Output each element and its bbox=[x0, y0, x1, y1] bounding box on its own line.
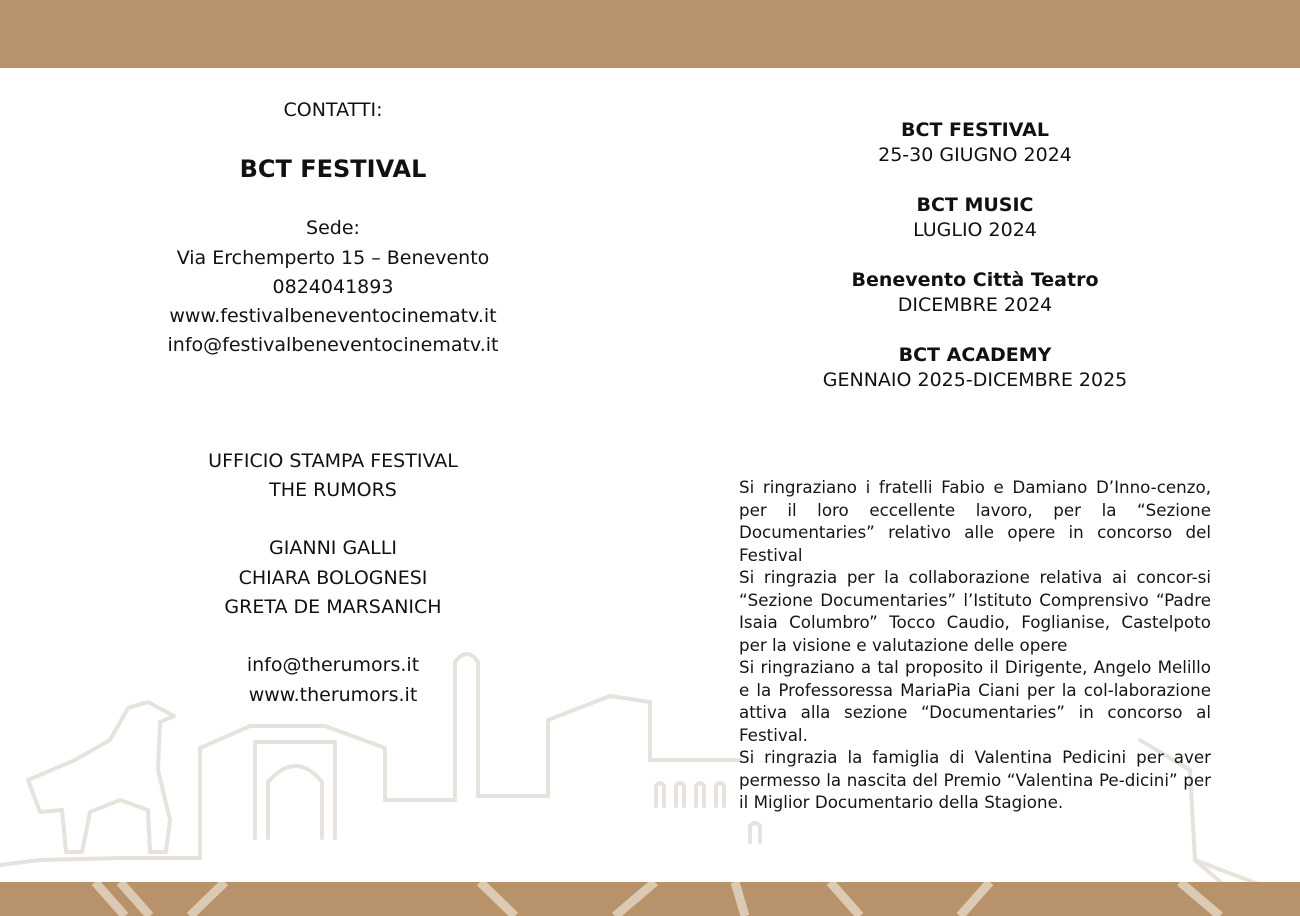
event-date: GENNAIO 2025-DICEMBRE 2025 bbox=[822, 369, 1128, 391]
acknowledgement-paragraph: Si ringraziano a tal proposito il Dirigente, Angelo Melillo e la Professoressa MariaPia Ciani per la col-laborazione attiva alla sezione “Documentaries” in concorso al Festival. bbox=[739, 657, 1211, 745]
event-item bbox=[775, 268, 1175, 318]
event-item bbox=[775, 343, 1175, 393]
press-website-link[interactable]: www.therumors.it bbox=[248, 683, 418, 706]
press-email-link[interactable]: info@therumors.it bbox=[246, 654, 420, 677]
events-column bbox=[775, 118, 1175, 418]
address: Via Erchemperto 15 – Benevento bbox=[176, 246, 490, 269]
event-date: 25-30 GIUGNO 2024 bbox=[878, 144, 1072, 166]
phone-number: 0824041893 bbox=[272, 275, 394, 298]
bottom-decorative-band bbox=[0, 882, 1300, 916]
press-person: GRETA DE MARSANICH bbox=[224, 595, 442, 618]
event-item bbox=[775, 193, 1175, 243]
acknowledgement-paragraph: Si ringrazia la famiglia di Valentina Pedicini per aver permesso la nascita del Premio “Valentina Pe-dicini” per il Miglior Documentario della Stagione. bbox=[739, 747, 1211, 812]
event-name: Benevento Città Teatro bbox=[851, 269, 1099, 291]
sede-label: Sede: bbox=[306, 217, 360, 240]
acknowledgement-paragraph: Si ringrazia per la collaborazione relativa ai concor-si “Sezione Documentaries” l’Istituto Comprensivo “Padre Isaia Columbro” Tocco Caudio, Foglianise, Castelpoto per la visione e valutazione delle opere bbox=[739, 567, 1211, 655]
acknowledgement-paragraph: Si ringraziano i fratelli Fabio e Damiano D’Inno-cenzo, per il loro eccellente lavoro, per la “Sezione Documentaries” relativo alle opere in concorso del Festival bbox=[739, 477, 1211, 565]
press-agency-name: THE RUMORS bbox=[269, 479, 397, 502]
acknowledgements bbox=[739, 476, 1211, 814]
festival-website-link[interactable]: www.festivalbeneventocinematv.it bbox=[169, 305, 497, 328]
event-name: BCT FESTIVAL bbox=[901, 119, 1049, 141]
event-item bbox=[775, 118, 1175, 168]
event-name: BCT MUSIC bbox=[916, 194, 1034, 216]
press-person: CHIARA BOLOGNESI bbox=[238, 566, 428, 589]
press-person: GIANNI GALLI bbox=[269, 537, 397, 560]
contacts-heading: CONTATTI: bbox=[283, 99, 383, 121]
festival-name: BCT FESTIVAL bbox=[239, 155, 427, 184]
festival-email-link[interactable]: info@festivalbeneventocinematv.it bbox=[167, 334, 499, 357]
event-date: LUGLIO 2024 bbox=[913, 219, 1037, 241]
bottom-band-pattern bbox=[0, 882, 1300, 916]
event-name: BCT ACADEMY bbox=[898, 344, 1052, 366]
top-decorative-band bbox=[0, 0, 1300, 68]
event-date: DICEMBRE 2024 bbox=[897, 294, 1053, 316]
contacts-column bbox=[133, 96, 533, 710]
press-office-title: UFFICIO STAMPA FESTIVAL bbox=[208, 449, 458, 472]
